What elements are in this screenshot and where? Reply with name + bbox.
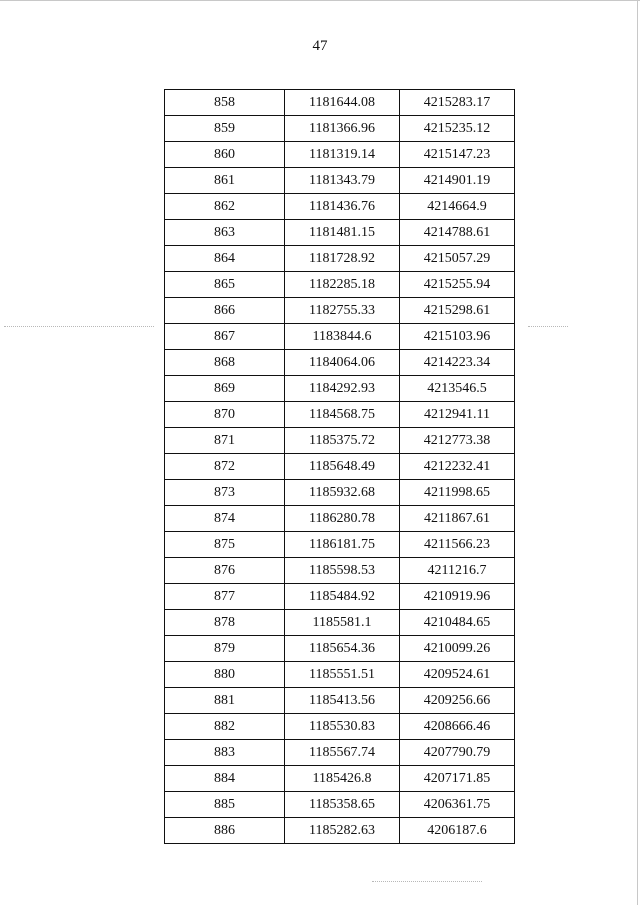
table-row <box>165 246 515 272</box>
x-coordinate-cell: 1181343.79 <box>285 168 400 194</box>
x-coordinate-cell: 1184292.93 <box>285 376 400 402</box>
table-row <box>165 90 515 116</box>
y-coordinate-cell: 4214788.61 <box>400 220 515 246</box>
point-number-cell: 861 <box>165 168 285 194</box>
y-coordinate-cell: 4210484.65 <box>400 610 515 636</box>
y-coordinate-cell: 4215057.29 <box>400 246 515 272</box>
point-number-cell: 874 <box>165 506 285 532</box>
table-row <box>165 766 515 792</box>
x-coordinate-cell: 1181728.92 <box>285 246 400 272</box>
point-number-cell: 863 <box>165 220 285 246</box>
y-coordinate-cell: 4212773.38 <box>400 428 515 454</box>
table-row <box>165 610 515 636</box>
y-coordinate-cell: 4206187.6 <box>400 818 515 844</box>
y-coordinate-cell: 4214223.34 <box>400 350 515 376</box>
point-number-cell: 858 <box>165 90 285 116</box>
table-row <box>165 506 515 532</box>
point-number-cell: 864 <box>165 246 285 272</box>
table-row <box>165 740 515 766</box>
table-row <box>165 194 515 220</box>
table-row <box>165 376 515 402</box>
table-row <box>165 688 515 714</box>
x-coordinate-cell: 1181481.15 <box>285 220 400 246</box>
y-coordinate-cell: 4212941.11 <box>400 402 515 428</box>
point-number-cell: 883 <box>165 740 285 766</box>
y-coordinate-cell: 4215298.61 <box>400 298 515 324</box>
point-number-cell: 885 <box>165 792 285 818</box>
x-coordinate-cell: 1185581.1 <box>285 610 400 636</box>
scan-artifact-bottom <box>372 881 482 882</box>
x-coordinate-cell: 1184064.06 <box>285 350 400 376</box>
y-coordinate-cell: 4214664.9 <box>400 194 515 220</box>
coordinates-table <box>164 89 515 844</box>
x-coordinate-cell: 1185654.36 <box>285 636 400 662</box>
y-coordinate-cell: 4211566.23 <box>400 532 515 558</box>
x-coordinate-cell: 1185598.53 <box>285 558 400 584</box>
table-row <box>165 220 515 246</box>
point-number-cell: 865 <box>165 272 285 298</box>
page-number: 47 <box>312 38 328 54</box>
x-coordinate-cell: 1185426.8 <box>285 766 400 792</box>
x-coordinate-cell: 1186280.78 <box>285 506 400 532</box>
point-number-cell: 873 <box>165 480 285 506</box>
point-number-cell: 872 <box>165 454 285 480</box>
table-row <box>165 168 515 194</box>
scan-edge-right <box>637 0 638 905</box>
point-number-cell: 881 <box>165 688 285 714</box>
table-row <box>165 428 515 454</box>
table-row <box>165 532 515 558</box>
x-coordinate-cell: 1182285.18 <box>285 272 400 298</box>
point-number-cell: 869 <box>165 376 285 402</box>
y-coordinate-cell: 4212232.41 <box>400 454 515 480</box>
y-coordinate-cell: 4208666.46 <box>400 714 515 740</box>
table-row <box>165 454 515 480</box>
point-number-cell: 879 <box>165 636 285 662</box>
table-row <box>165 558 515 584</box>
x-coordinate-cell: 1184568.75 <box>285 402 400 428</box>
x-coordinate-cell: 1185375.72 <box>285 428 400 454</box>
x-coordinate-cell: 1185282.63 <box>285 818 400 844</box>
point-number-cell: 878 <box>165 610 285 636</box>
y-coordinate-cell: 4210919.96 <box>400 584 515 610</box>
y-coordinate-cell: 4207171.85 <box>400 766 515 792</box>
point-number-cell: 880 <box>165 662 285 688</box>
x-coordinate-cell: 1181319.14 <box>285 142 400 168</box>
point-number-cell: 882 <box>165 714 285 740</box>
y-coordinate-cell: 4215283.17 <box>400 90 515 116</box>
point-number-cell: 886 <box>165 818 285 844</box>
table-row <box>165 636 515 662</box>
x-coordinate-cell: 1185530.83 <box>285 714 400 740</box>
point-number-cell: 868 <box>165 350 285 376</box>
x-coordinate-cell: 1185932.68 <box>285 480 400 506</box>
table-row <box>165 298 515 324</box>
table-row <box>165 818 515 844</box>
x-coordinate-cell: 1185551.51 <box>285 662 400 688</box>
scan-artifact-left <box>4 326 154 327</box>
table-row <box>165 402 515 428</box>
x-coordinate-cell: 1185484.92 <box>285 584 400 610</box>
table-row <box>165 324 515 350</box>
x-coordinate-cell: 1183844.6 <box>285 324 400 350</box>
y-coordinate-cell: 4209256.66 <box>400 688 515 714</box>
point-number-cell: 871 <box>165 428 285 454</box>
y-coordinate-cell: 4215147.23 <box>400 142 515 168</box>
y-coordinate-cell: 4211216.7 <box>400 558 515 584</box>
x-coordinate-cell: 1181644.08 <box>285 90 400 116</box>
x-coordinate-cell: 1181436.76 <box>285 194 400 220</box>
point-number-cell: 876 <box>165 558 285 584</box>
x-coordinate-cell: 1182755.33 <box>285 298 400 324</box>
coordinates-table-body <box>165 90 515 844</box>
point-number-cell: 875 <box>165 532 285 558</box>
y-coordinate-cell: 4209524.61 <box>400 662 515 688</box>
scan-artifact-right <box>528 326 568 327</box>
y-coordinate-cell: 4211998.65 <box>400 480 515 506</box>
x-coordinate-cell: 1185648.49 <box>285 454 400 480</box>
point-number-cell: 862 <box>165 194 285 220</box>
table-row <box>165 272 515 298</box>
point-number-cell: 859 <box>165 116 285 142</box>
table-row <box>165 142 515 168</box>
table-row <box>165 350 515 376</box>
point-number-cell: 884 <box>165 766 285 792</box>
x-coordinate-cell: 1185413.56 <box>285 688 400 714</box>
y-coordinate-cell: 4215235.12 <box>400 116 515 142</box>
table-row <box>165 116 515 142</box>
x-coordinate-cell: 1185567.74 <box>285 740 400 766</box>
table-row <box>165 792 515 818</box>
table-row <box>165 480 515 506</box>
point-number-cell: 870 <box>165 402 285 428</box>
table-row <box>165 662 515 688</box>
y-coordinate-cell: 4206361.75 <box>400 792 515 818</box>
x-coordinate-cell: 1181366.96 <box>285 116 400 142</box>
y-coordinate-cell: 4211867.61 <box>400 506 515 532</box>
point-number-cell: 866 <box>165 298 285 324</box>
y-coordinate-cell: 4215255.94 <box>400 272 515 298</box>
x-coordinate-cell: 1185358.65 <box>285 792 400 818</box>
x-coordinate-cell: 1186181.75 <box>285 532 400 558</box>
point-number-cell: 867 <box>165 324 285 350</box>
scan-edge-top <box>0 0 640 1</box>
table-row <box>165 714 515 740</box>
y-coordinate-cell: 4214901.19 <box>400 168 515 194</box>
table-row <box>165 584 515 610</box>
point-number-cell: 877 <box>165 584 285 610</box>
y-coordinate-cell: 4213546.5 <box>400 376 515 402</box>
y-coordinate-cell: 4210099.26 <box>400 636 515 662</box>
y-coordinate-cell: 4207790.79 <box>400 740 515 766</box>
point-number-cell: 860 <box>165 142 285 168</box>
y-coordinate-cell: 4215103.96 <box>400 324 515 350</box>
